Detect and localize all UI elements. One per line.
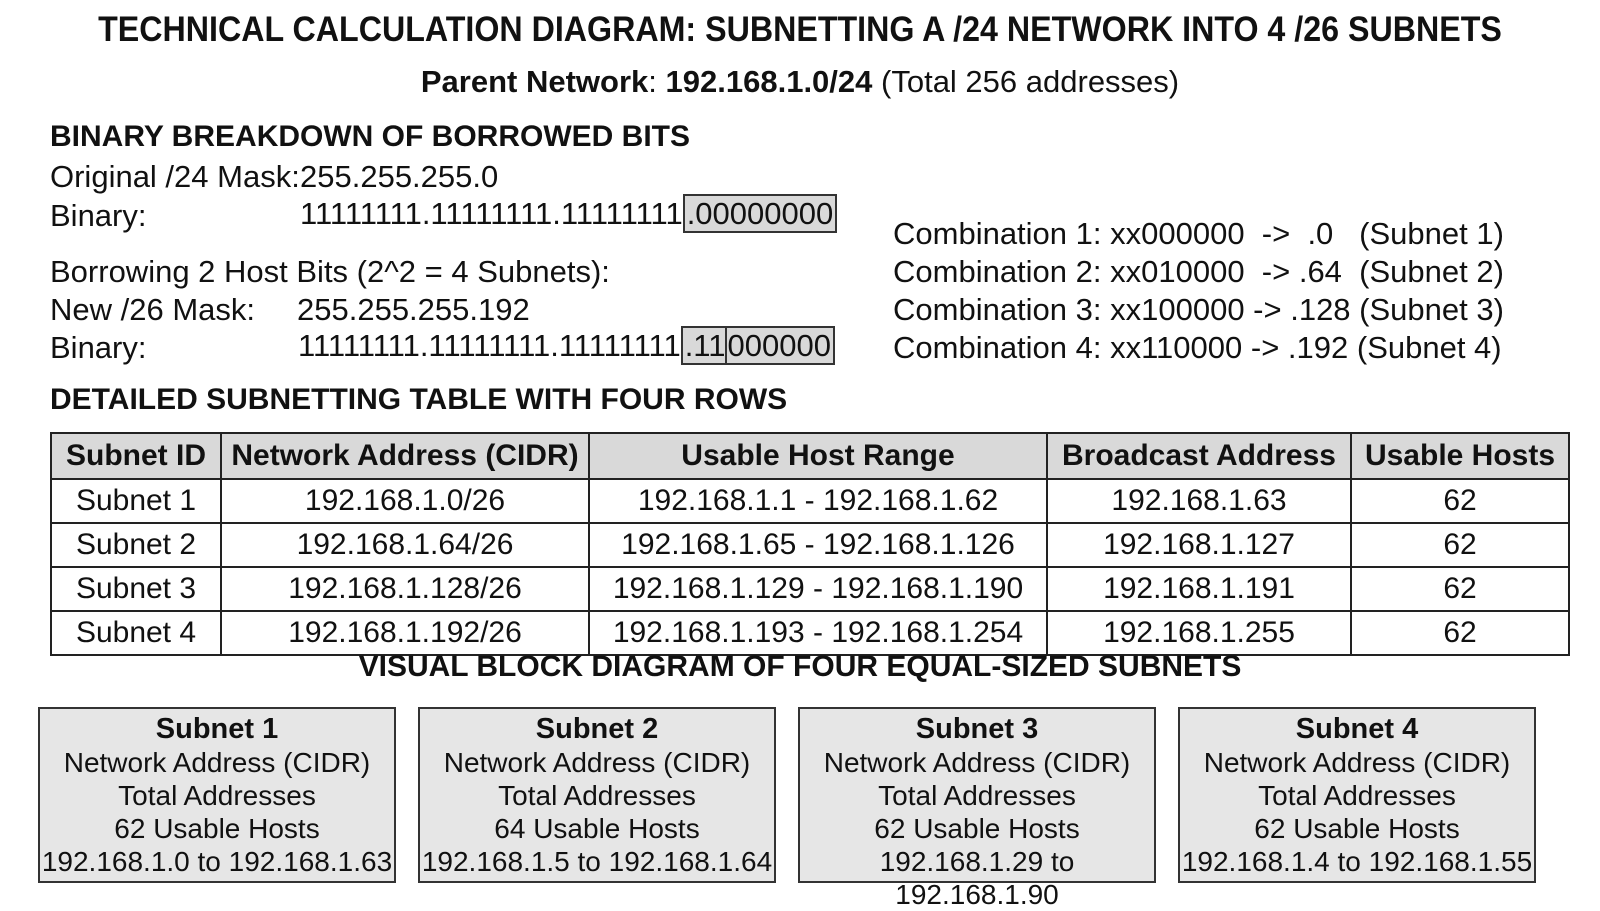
- cell-broadcast-address: 192.168.1.255: [1047, 611, 1351, 655]
- borrow-bits-line: Borrowing 2 Host Bits (2^2 = 4 Subnets):: [50, 254, 610, 289]
- block-line-usable-hosts: 64 Usable Hosts: [494, 813, 700, 844]
- cell-usable-host-range: 192.168.1.129 - 192.168.1.190: [589, 567, 1047, 611]
- header-network-address: Network Address (CIDR): [221, 433, 589, 479]
- block-line-range: 192.168.1.0 to 192.168.1.63: [41, 846, 393, 877]
- combination-4: Combination 4: xx110000 -> .192 (Subnet 4): [893, 330, 1502, 365]
- new-mask-label: New /26 Mask:: [50, 292, 256, 327]
- cell-subnet-id: Subnet 3: [51, 567, 221, 611]
- block-line-range: 192.168.1.29 to 192.168.1.90: [879, 846, 1075, 910]
- new-binary-host-bits: 000000: [725, 326, 834, 365]
- table-row: [51, 523, 1569, 567]
- block-line-total-addresses: Total Addresses: [118, 780, 316, 811]
- combination-2: Combination 2: xx010000 -> .64 (Subnet 2): [893, 254, 1504, 289]
- parent-network-label: Parent Network: [420, 64, 649, 99]
- block-line-network-address: Network Address (CIDR): [1203, 747, 1511, 778]
- block-title: Subnet 4: [1295, 713, 1419, 745]
- table-row: [51, 479, 1569, 523]
- block-diagram-heading: VISUAL BLOCK DIAGRAM OF FOUR EQUAL-SIZED SUBNETS: [358, 650, 1242, 683]
- table-row: [51, 567, 1569, 611]
- cell-broadcast-address: 192.168.1.127: [1047, 523, 1351, 567]
- cell-broadcast-address: 192.168.1.63: [1047, 479, 1351, 523]
- header-usable-host-range: Usable Host Range: [589, 433, 1047, 479]
- header-usable-hosts: Usable Hosts: [1351, 433, 1569, 479]
- combination-3: Combination 3: xx100000 -> .128 (Subnet 3): [893, 292, 1504, 327]
- block-line-total-addresses: Total Addresses: [1258, 780, 1456, 811]
- original-binary-prefix: 11111111.11111111.11111111: [300, 196, 683, 231]
- table-header-row: [51, 433, 1569, 479]
- cell-usable-host-range: 192.168.1.1 - 192.168.1.62: [589, 479, 1047, 523]
- subnet-block-1: [38, 707, 396, 883]
- cell-network-address: 192.168.1.128/26: [221, 567, 589, 611]
- cell-usable-host-range: 192.168.1.65 - 192.168.1.126: [589, 523, 1047, 567]
- block-title: Subnet 2: [535, 713, 659, 745]
- cell-network-address: 192.168.1.0/26: [221, 479, 589, 523]
- cell-network-address: 192.168.1.192/26: [221, 611, 589, 655]
- subnet-block-2: [418, 707, 776, 883]
- new-binary-value: [298, 328, 835, 364]
- original-binary-value: [300, 196, 837, 232]
- block-line-network-address: Network Address (CIDR): [63, 747, 371, 778]
- original-mask-label: Original /24 Mask:: [50, 159, 300, 194]
- cell-usable-hosts: 62: [1351, 523, 1569, 567]
- cell-subnet-id: Subnet 4: [51, 611, 221, 655]
- parent-network-sep: :: [648, 64, 657, 99]
- block-line-usable-hosts: 62 Usable Hosts: [114, 813, 320, 844]
- table-row: [51, 611, 1569, 655]
- parent-network-value: 192.168.1.0/24: [665, 64, 873, 99]
- block-line-range: 192.168.1.4 to 192.168.1.55: [1181, 846, 1533, 877]
- new-binary-label: Binary:: [50, 330, 147, 365]
- block-line-usable-hosts: 62 Usable Hosts: [1254, 813, 1460, 844]
- block-title: Subnet 3: [915, 713, 1039, 745]
- page-title: TECHNICAL CALCULATION DIAGRAM: SUBNETTING A /24 NETWORK INTO 4 /26 SUBNETS: [98, 10, 1502, 49]
- block-line-range: 192.168.1.5 to 192.168.1.64: [421, 846, 773, 877]
- block-line-total-addresses: Total Addresses: [878, 780, 1076, 811]
- subnet-block-3: [798, 707, 1156, 910]
- cell-usable-hosts: 62: [1351, 567, 1569, 611]
- new-binary-borrowed-bits: .11: [681, 326, 726, 365]
- block-line-network-address: Network Address (CIDR): [823, 747, 1131, 778]
- combination-1: Combination 1: xx000000 -> .0 (Subnet 1): [893, 216, 1504, 251]
- original-binary-label: Binary:: [50, 198, 147, 233]
- original-mask-value: 255.255.255.0: [300, 159, 499, 194]
- cell-usable-hosts: 62: [1351, 611, 1569, 655]
- subnetting-table: [50, 432, 1570, 656]
- block-line-usable-hosts: 62 Usable Hosts: [874, 813, 1080, 844]
- cell-usable-host-range: 192.168.1.193 - 192.168.1.254: [589, 611, 1047, 655]
- cell-usable-hosts: 62: [1351, 479, 1569, 523]
- parent-network-line: [0, 64, 1600, 100]
- new-binary-prefix: 11111111.11111111.11111111: [298, 328, 681, 363]
- new-mask-value: 255.255.255.192: [297, 292, 530, 327]
- cell-subnet-id: Subnet 1: [51, 479, 221, 523]
- block-line-network-address: Network Address (CIDR): [443, 747, 751, 778]
- binary-section-heading: BINARY BREAKDOWN OF BORROWED BITS: [50, 120, 690, 153]
- block-line-total-addresses: Total Addresses: [498, 780, 696, 811]
- subnet-block-4: [1178, 707, 1536, 883]
- cell-network-address: 192.168.1.64/26: [221, 523, 589, 567]
- header-broadcast-address: Broadcast Address: [1047, 433, 1351, 479]
- block-title: Subnet 1: [155, 713, 279, 745]
- cell-broadcast-address: 192.168.1.191: [1047, 567, 1351, 611]
- table-heading: DETAILED SUBNETTING TABLE WITH FOUR ROWS: [50, 383, 788, 416]
- original-binary-host-bits: .00000000: [683, 194, 838, 233]
- cell-subnet-id: Subnet 2: [51, 523, 221, 567]
- parent-network-total: (Total 256 addresses): [881, 64, 1180, 99]
- header-subnet-id: Subnet ID: [51, 433, 221, 479]
